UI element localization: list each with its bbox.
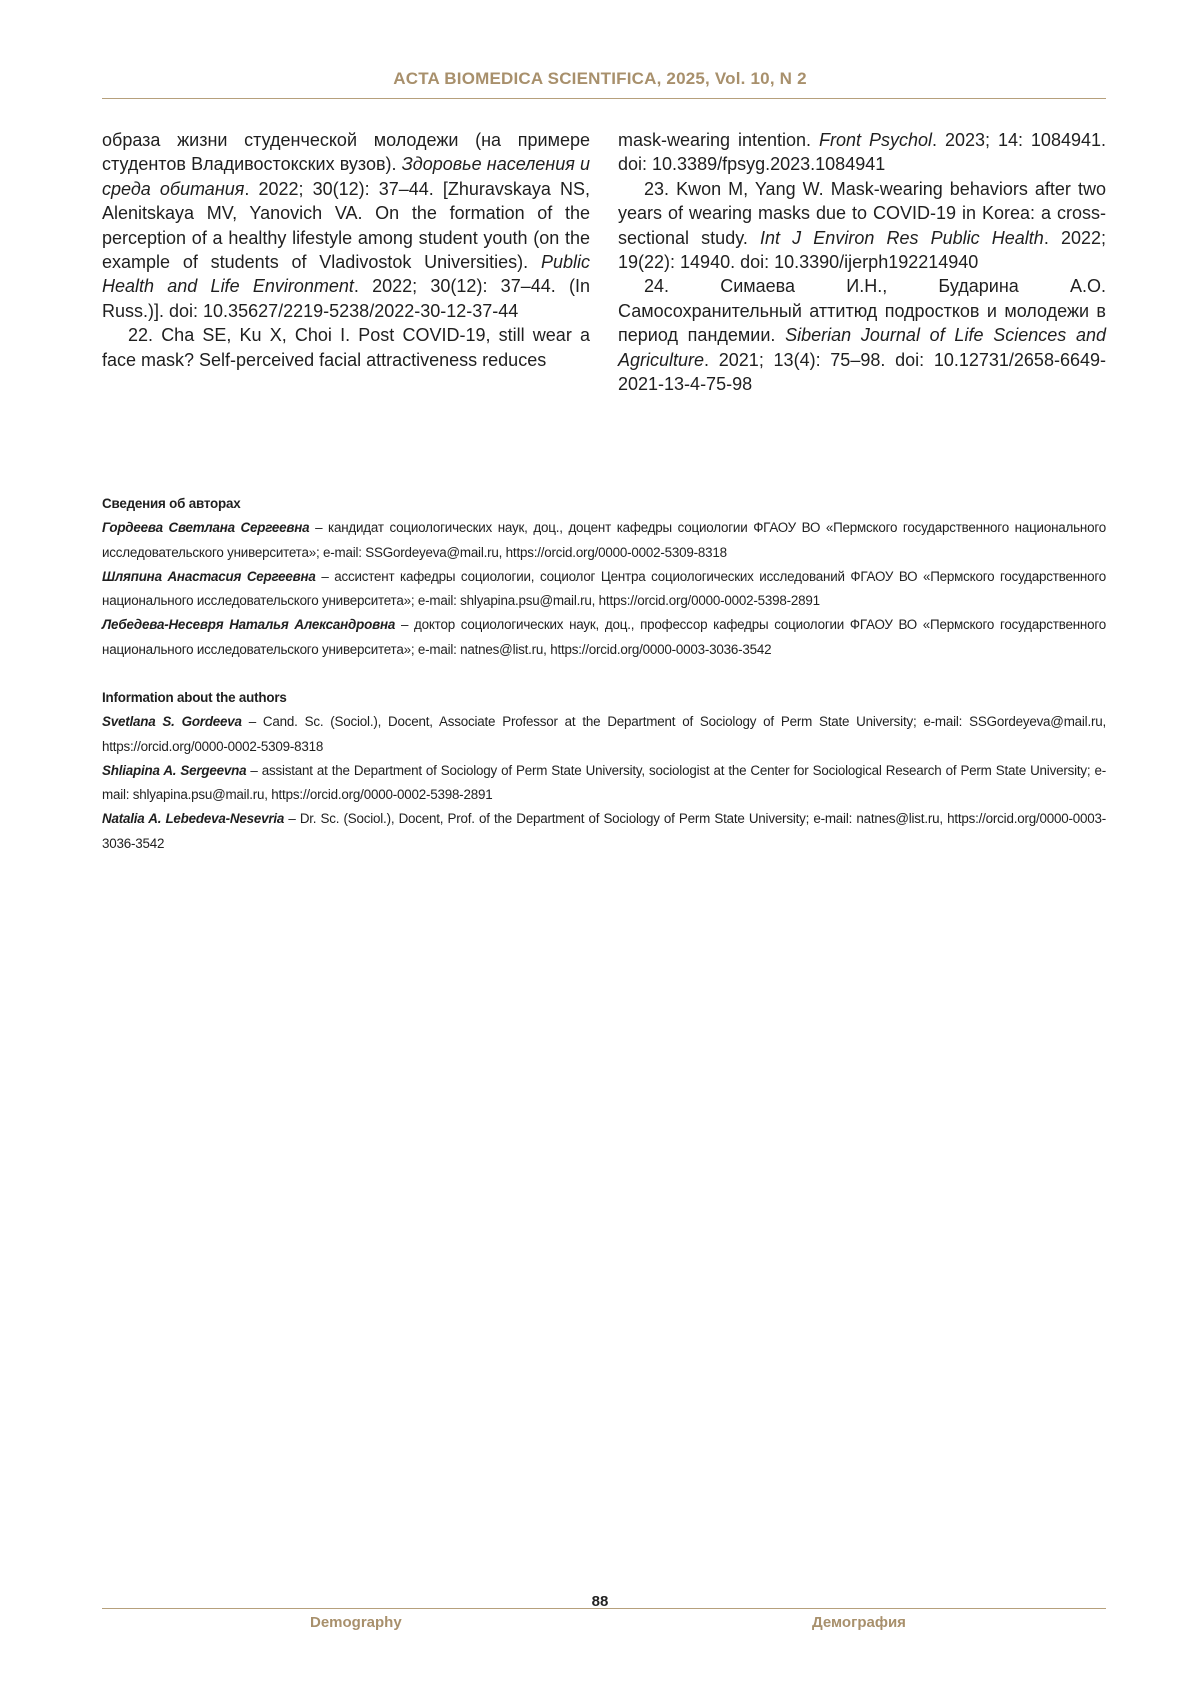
reference-24: 24. Симаева И.Н., Бударина А.О. Самосохранительный аттитюд подростков и молодежи в период пандемии. Siberian Journal of Life Sciences and Agriculture. 2021; 13(4): 75–98. doi: 10.12731/2658-6649-2021-13-4-75-98 bbox=[618, 274, 1106, 396]
reference-21-continued: образа жизни студенческой молодежи (на примере студентов Владивостокских вузов). Здоровье населения и среда обитания. 2022; 30(12): 37–44. [Zhuravskaya NS, Alenitskaya MV, Yanovich VA. On the formation of the perception of a healthy lifestyle among student youth (on the example of students of Vladivostok Universities). Public Health and Life Environment. 2022; 30(12): 37–44. (In Russ.)]. doi: 10.35627/2219-5238/2022-30-12-37-44 bbox=[102, 128, 590, 323]
author-entry: Гордеева Светлана Сергеевна – кандидат социологических наук, доц., доцент кафедры социологии ФГАОУ ВО «Пермского государственного национального исследовательского университета»; e-mail: SSGordeyeva@mail.ru, https://orcid.org/0000-0002-5309-8318 bbox=[102, 516, 1106, 565]
author-entry: Natalia A. Lebedeva-Nesevria – Dr. Sc. (Sociol.), Docent, Prof. of the Department of Sociology of Perm State University; e-mail: natnes@list.ru, https://orcid.org/0000-0003-3036-3542 bbox=[102, 807, 1106, 856]
authors-heading-ru: Сведения об авторах bbox=[102, 492, 1106, 516]
footer-section-ru: Демография bbox=[812, 1614, 906, 1631]
authors-info-russian bbox=[102, 492, 1106, 662]
journal-header: ACTA BIOMEDICA SCIENTIFICA, 2025, Vol. 10, N 2 bbox=[0, 69, 1200, 89]
header-divider bbox=[102, 98, 1106, 99]
footer-section-en: Demography bbox=[310, 1614, 402, 1631]
author-entry: Шляпина Анастасия Сергеевна – ассистент кафедры социологии, социолог Центра социологических исследований ФГАОУ ВО «Пермского государственного национального исследовательского университета»; e-mail: shlyapina.psu@mail.ru, https://orcid.org/0000-0002-5398-2891 bbox=[102, 565, 1106, 614]
author-entry: Лебедева-Несевря Наталья Александровна – доктор социологических наук, доц., профессор кафедры социологии ФГАОУ ВО «Пермского государственного национального исследовательского университета»; e-mail: natnes@list.ru, https://orcid.org/0000-0003-3036-3542 bbox=[102, 613, 1106, 662]
author-entry: Shliapina A. Sergeevna – assistant at the Department of Sociology of Perm State University, sociologist at the Center for Sociological Research of Perm State University; e-mail: shlyapina.psu@mail.ru, https://orcid.org/0000-0002-5398-2891 bbox=[102, 759, 1106, 808]
page-number: 88 bbox=[0, 1593, 1200, 1610]
reference-22-continued: mask-wearing intention. Front Psychol. 2023; 14: 1084941. doi: 10.3389/fpsyg.2023.1084941 bbox=[618, 128, 1106, 177]
author-entry: Svetlana S. Gordeeva – Cand. Sc. (Sociol.), Docent, Associate Professor at the Department of Sociology of Perm State University; e-mail: SSGordeyeva@mail.ru, https://orcid.org/0000-0002-5309-8318 bbox=[102, 710, 1106, 759]
footer-divider bbox=[102, 1608, 1106, 1609]
references-right-column bbox=[618, 128, 1106, 396]
reference-22: 22. Cha SE, Ku X, Choi I. Post COVID-19, still wear a face mask? Self-perceived facial attractiveness reduces bbox=[102, 323, 590, 372]
authors-info-english bbox=[102, 686, 1106, 856]
references-left-column bbox=[102, 128, 590, 372]
authors-heading-en: Information about the authors bbox=[102, 686, 1106, 710]
reference-23: 23. Kwon M, Yang W. Mask-wearing behaviors after two years of wearing masks due to COVID-19 in Korea: a cross-sectional study. Int J Environ Res Public Health. 2022; 19(22): 14940. doi: 10.3390/ijerph192214940 bbox=[618, 177, 1106, 275]
